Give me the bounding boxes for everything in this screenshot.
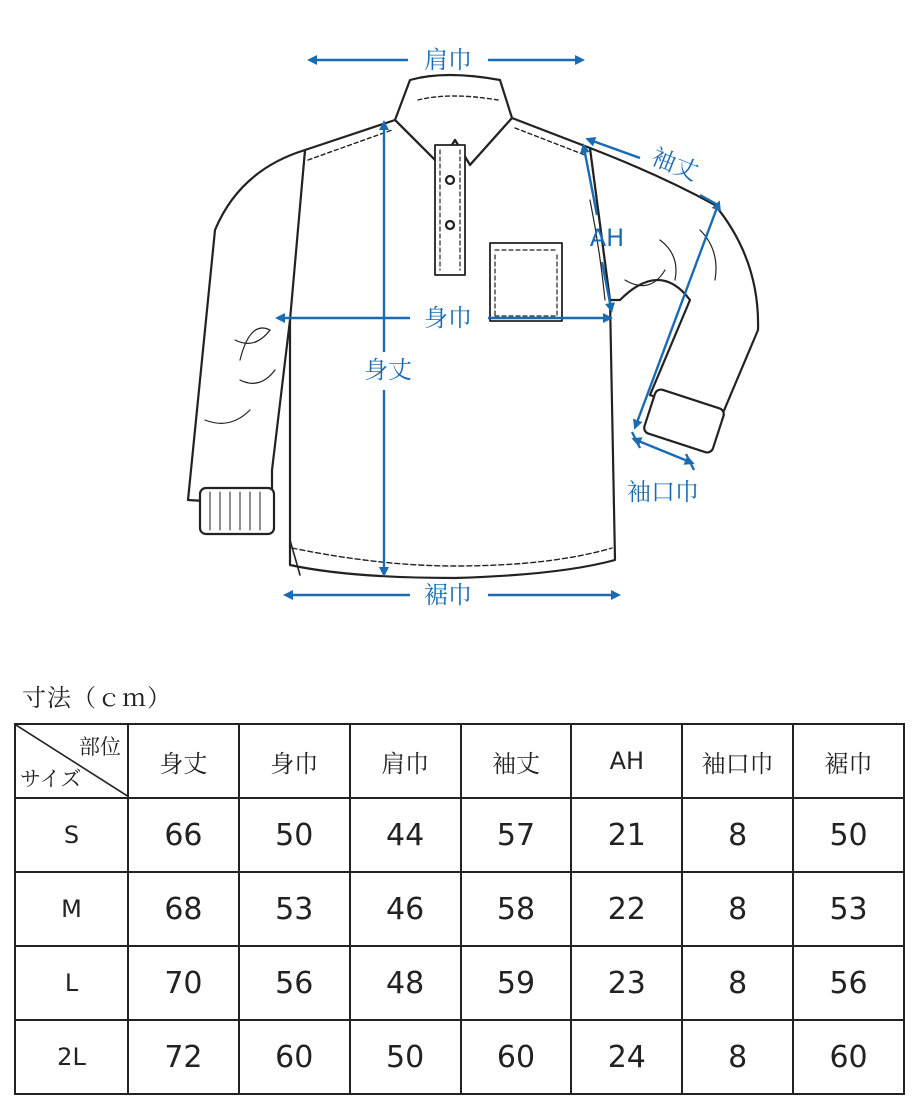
value-cell: 23 bbox=[571, 946, 682, 1020]
value-cell: 60 bbox=[239, 1020, 350, 1094]
value-cell: 66 bbox=[128, 798, 239, 872]
value-cell: 50 bbox=[350, 1020, 461, 1094]
table-row bbox=[15, 872, 904, 946]
size-chart-table bbox=[14, 723, 905, 1095]
sleeve-length-label: 袖丈 bbox=[647, 142, 703, 187]
value-cell: 50 bbox=[793, 798, 904, 872]
cuff-width-label: 袖口巾 bbox=[627, 478, 699, 506]
value-cell: 58 bbox=[461, 872, 572, 946]
corner-part-label: 部位 bbox=[79, 735, 121, 759]
corner-size-label: サイズ bbox=[20, 767, 82, 791]
size-cell: 2L bbox=[15, 1020, 128, 1094]
column-header: AH bbox=[571, 724, 682, 798]
value-cell: 8 bbox=[682, 946, 793, 1020]
value-cell: 8 bbox=[682, 872, 793, 946]
value-cell: 56 bbox=[793, 946, 904, 1020]
value-cell: 53 bbox=[239, 872, 350, 946]
chest-pocket bbox=[490, 243, 562, 321]
value-cell: 22 bbox=[571, 872, 682, 946]
shoulder-width-label: 肩巾 bbox=[424, 46, 472, 74]
value-cell: 8 bbox=[682, 798, 793, 872]
value-cell: 70 bbox=[128, 946, 239, 1020]
body-length-label: 身丈 bbox=[364, 356, 412, 384]
value-cell: 8 bbox=[682, 1020, 793, 1094]
table-row bbox=[15, 1020, 904, 1094]
table-row bbox=[15, 946, 904, 1020]
value-cell: 60 bbox=[793, 1020, 904, 1094]
column-header: 身巾 bbox=[239, 724, 350, 798]
size-cell: S bbox=[15, 798, 128, 872]
hem-width-label: 裾巾 bbox=[424, 581, 472, 609]
value-cell: 56 bbox=[239, 946, 350, 1020]
value-cell: 46 bbox=[350, 872, 461, 946]
armhole-label: AH bbox=[589, 224, 625, 252]
column-header: 裾巾 bbox=[793, 724, 904, 798]
column-header: 袖口巾 bbox=[682, 724, 793, 798]
table-row bbox=[15, 798, 904, 872]
column-header: 袖丈 bbox=[461, 724, 572, 798]
column-header: 肩巾 bbox=[350, 724, 461, 798]
value-cell: 68 bbox=[128, 872, 239, 946]
value-cell: 59 bbox=[461, 946, 572, 1020]
size-cell: M bbox=[15, 872, 128, 946]
right-sleeve bbox=[590, 148, 758, 420]
value-cell: 57 bbox=[461, 798, 572, 872]
value-cell: 72 bbox=[128, 1020, 239, 1094]
table-corner-cell bbox=[15, 724, 128, 798]
value-cell: 21 bbox=[571, 798, 682, 872]
value-cell: 53 bbox=[793, 872, 904, 946]
column-header: 身丈 bbox=[128, 724, 239, 798]
table-caption: 寸法（ｃｍ） bbox=[22, 684, 172, 712]
value-cell: 60 bbox=[461, 1020, 572, 1094]
value-cell: 50 bbox=[239, 798, 350, 872]
value-cell: 44 bbox=[350, 798, 461, 872]
value-cell: 48 bbox=[350, 946, 461, 1020]
left-sleeve bbox=[188, 150, 305, 505]
left-cuff bbox=[200, 488, 274, 534]
value-cell: 24 bbox=[571, 1020, 682, 1094]
chest-width-label: 身巾 bbox=[424, 304, 472, 332]
table-header-row bbox=[15, 724, 904, 798]
size-cell: L bbox=[15, 946, 128, 1020]
